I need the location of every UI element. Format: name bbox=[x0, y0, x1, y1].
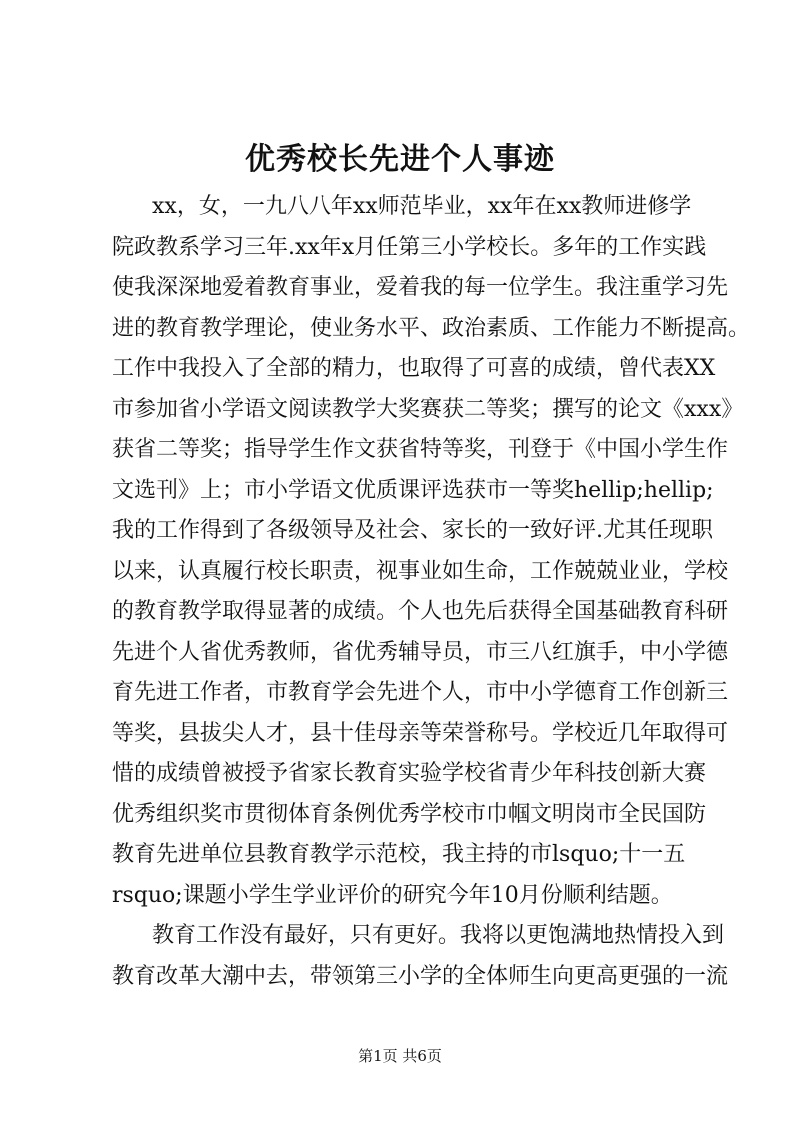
paragraph-1-line: 以来，认真履行校长职责，视事业如生命，工作兢兢业业，学校 bbox=[112, 558, 729, 584]
paragraph-1-line: 的教育教学取得显著的成绩。个人也先后获得全国基础教育科研 bbox=[112, 599, 729, 624]
paragraph-1-line: 教育先进单位县教育教学示范校，我主持的市lsquo;十一五 bbox=[112, 842, 686, 867]
paragraph-1-line: 育先进工作者，市教育学会先进个人，市中小学德育工作创新三 bbox=[112, 680, 729, 705]
paragraph-1-line: 先进个人省优秀教师，省优秀辅导员，市三八红旗手，中小学德 bbox=[112, 639, 729, 665]
paragraph-1-line: 惜的成绩曾被授予省家长教育实验学校省青少年科技创新大赛 bbox=[112, 761, 707, 786]
document-title: 优秀校长先进个人事迹 bbox=[245, 142, 555, 177]
paragraph-1-line: 院政教系学习三年.xx年x月任第三小学校长。多年的工作实践 bbox=[112, 234, 707, 260]
paragraph-1-line: rsquo;课题小学生学业评价的研究今年10月份顺利结题。 bbox=[112, 882, 673, 908]
document-body bbox=[112, 187, 751, 997]
paragraph-1-line: 优秀组织奖市贯彻体育条例优秀学校市巾帼文明岗市全民国防 bbox=[112, 801, 707, 827]
paragraph-1-line: 我的工作得到了各级领导及社会、家长的一致好评.尤其任现职 bbox=[112, 518, 713, 543]
paragraph-1-line: 进的教育教学理论，使业务水平、政治素质、工作能力不断提高。 bbox=[112, 315, 751, 341]
paragraph-1-line: 等奖，县拔尖人才，县十佳母亲等荣誉称号。学校近几年取得可 bbox=[112, 720, 729, 746]
paragraph-1-line: 文选刊》上；市小学语文优质课评选获市一等奖hellip;hellip; bbox=[112, 477, 714, 503]
page-footer: 第1页 共6页 bbox=[358, 1047, 442, 1065]
paragraph-2-line: 教育工作没有最好，只有更好。我将以更饱满地热情投入到 bbox=[152, 923, 725, 948]
paragraph-2-line: 教育改革大潮中去，带领第三小学的全体师生向更高更强的一流 bbox=[112, 963, 729, 989]
paragraph-1-line: 工作中我投入了全部的精力，也取得了可喜的成绩，曾代表XX bbox=[112, 356, 716, 381]
paragraph-1-line: xx，女，一九八八年xx师范毕业，xx年在xx教师进修学 bbox=[152, 194, 692, 219]
paragraph-1-line: 使我深深地爱着教育事业，爱着我的每一位学生。我注重学习先 bbox=[112, 275, 729, 300]
paragraph-1-line: 获省二等奖；指导学生作文获省特等奖，刊登于《中国小学生作 bbox=[112, 437, 729, 462]
paragraph-1-line: 市参加省小学语文阅读教学大奖赛获二等奖；撰写的论文《xxx》 bbox=[112, 396, 744, 422]
